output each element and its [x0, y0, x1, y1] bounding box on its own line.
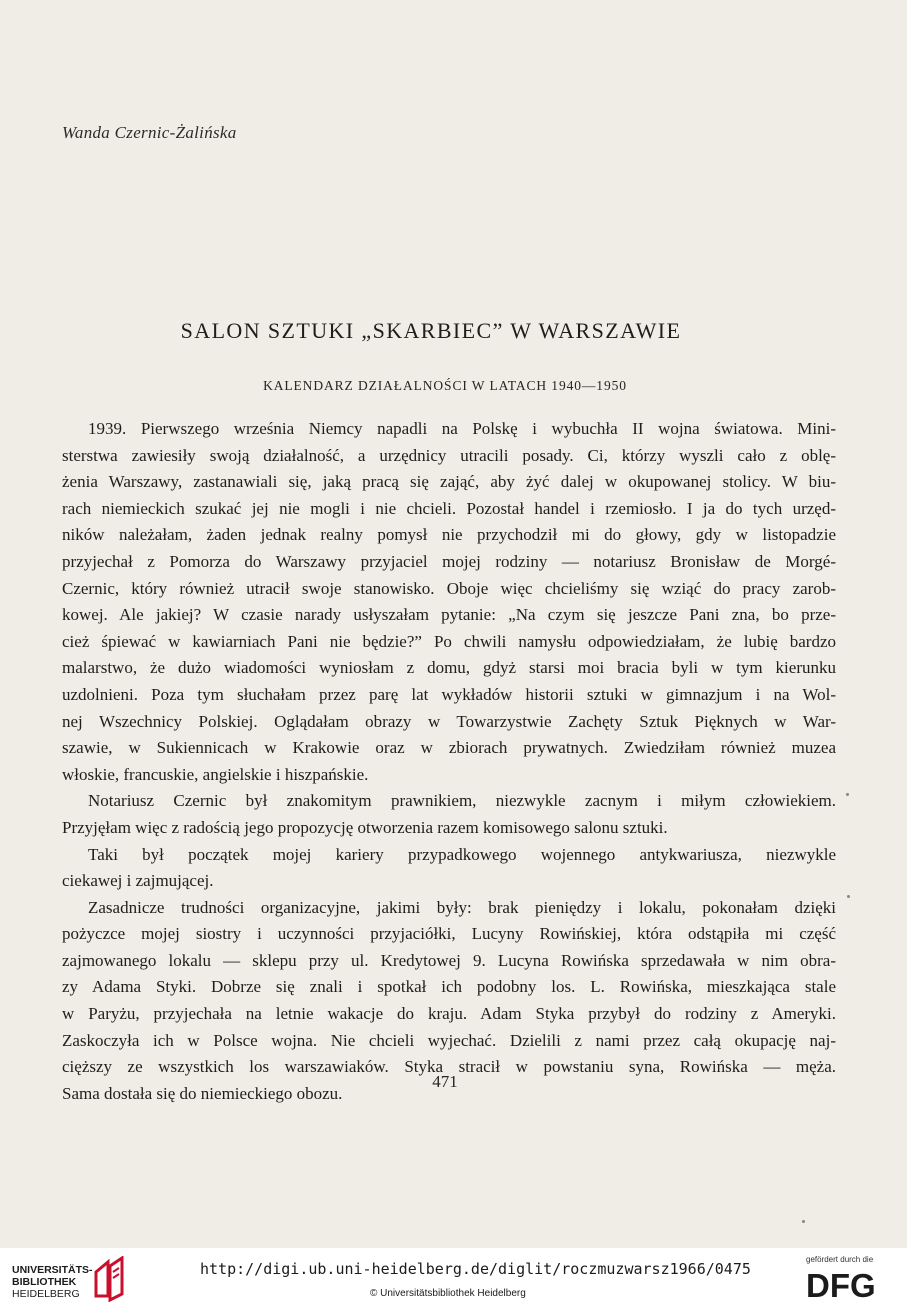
text-line: sterstwa zawiesiły swoją działalność, a urzędnicy utracili posady. Ci, którzy wyszli cało z oblę- — [62, 445, 836, 465]
text-line: Sama dostała się do niemieckiego obozu. — [62, 1083, 343, 1103]
text-line: szawie, w Sukiennicach w Krakowie oraz w zbiorach prywatnych. Zwiedziłam również muzea — [62, 738, 836, 758]
library-logo-icon — [92, 1256, 126, 1302]
dfg-logo-text: DFG — [806, 1268, 876, 1300]
text-line: w Paryżu, przyjechała na letnie wakacje do kraju. Adam Styka przybył do rodziny z Ameryki. — [62, 1004, 836, 1024]
text-line: zy Adama Styki. Dobrze się znali i spotkał ich podobny los. L. Rowińska, mieszkająca stale — [62, 977, 836, 997]
text-line: nej Wszechnicy Polskiej. Oglądałam obrazy w Towarzystwie Zachęty Sztuk Pięknych w War- — [62, 711, 836, 731]
article-title: SALON SZTUKI „SKARBIEC” W WARSZAWIE — [180, 318, 682, 343]
text-line: zajmowanego lokalu — sklepu przy ul. Kredytowej 9. Lucyna Rowińska sprzedawała w nim obra- — [62, 950, 836, 970]
library-name-line: BIBLIOTHEK — [12, 1276, 77, 1288]
paper-speck — [847, 895, 850, 898]
text-line: Zaskoczyła ich w Polsce wojna. Nie chcieli wyjechać. Dzielili z nami przez całą okupację naj- — [62, 1030, 836, 1050]
article-subtitle: KALENDARZ DZIAŁALNOŚCI W LATACH 1940—1950 — [263, 378, 627, 393]
page-number: 471 — [432, 1072, 458, 1091]
text-line: Notariusz Czernic był znakomitym prawnikiem, niezwykle zacnym i miłym człowiekiem. — [88, 791, 836, 811]
author-name: Wanda Czernic-Żalińska — [62, 123, 237, 142]
text-line: Przyjęłam więc z radością jego propozycję otworzenia razem komisowego salonu sztuki. — [62, 817, 668, 837]
article-body — [62, 416, 836, 1107]
text-line: malarstwo, że dużo wiadomości wyniosłam z domu, gdyż starsi moi bracia byli w tym kierunku — [62, 658, 836, 678]
dfg-logo-icon — [806, 1268, 894, 1300]
library-name-line: HEIDELBERG — [12, 1288, 80, 1300]
permalink-url[interactable]: http://digi.ub.uni-heidelberg.de/diglit/roczmuzwarsz1966/0475 — [200, 1260, 751, 1278]
copyright-notice: © Universitätsbibliothek Heidelberg — [370, 1288, 526, 1299]
text-line: uzdolnieni. Poza tym słuchałam przez parę lat wykładów historii sztuki w gimnazjum i na Wol- — [62, 684, 836, 704]
library-name-line: UNIVERSITÄTS- — [12, 1264, 93, 1276]
text-line: żenia Warszawy, zastanawiali się, jaką pracą się zająć, aby żyć dalej w okupowanej stolicy. W biu- — [62, 472, 836, 492]
paper-speck — [802, 1220, 805, 1223]
text-line: ciekawej i zajmującej. — [62, 871, 214, 891]
paper-speck — [846, 793, 849, 796]
text-line: cież śpiewać w kawiarniach Pani nie będzie?” Po chwili namysłu odpowiedziałam, że lubię bardzo — [62, 631, 836, 651]
text-line: Czernic, który również utracił swoje stanowisko. Oboje więc chcieliśmy się wziąć do pracy zarob- — [62, 578, 836, 598]
text-line: kowej. Ale jakiej? W czasie narady usłyszałam pytanie: „Na czym się jeszcze Pani zna, bo prze- — [62, 605, 836, 625]
text-line: przyjechał z Pomorza do Warszawy przyjaciel mojej rodziny — notariusz Bronisław de Morgé- — [62, 551, 836, 571]
text-line: rach niemieckich szukać jej nie mogli i nie chcieli. Pozostał handel i rzemiosło. I ja do tych urzęd- — [62, 498, 836, 518]
text-line: 1939. Pierwszego września Niemcy napadli na Polskę i wybuchła II wojna światowa. Mini- — [88, 419, 836, 438]
text-line: ników należałam, żaden jednak realny pomysł nie przychodził mi do głowy, gdy w listopadzie — [62, 525, 836, 545]
funding-note: gefördert durch die — [806, 1255, 874, 1264]
text-line: Taki był początek mojej kariery przypadkowego wojennego antykwariusza, niezwykle — [88, 844, 836, 864]
text-line: cięższy ze wszystkich los warszawiaków. Styka stracił w powstaniu syna, Rowińska — męża. — [62, 1057, 836, 1077]
digitization-footer — [0, 1248, 907, 1311]
text-line: pożyczce mojej siostry i uczynności przyjaciółki, Lucyny Rowińskiej, która odstąpiła mi część — [62, 924, 836, 944]
library-name — [12, 1264, 93, 1300]
text-line: Zasadnicze trudności organizacyjne, jakimi były: brak pieniędzy i lokalu, pokonałam dzięki — [88, 897, 836, 917]
text-line: włoskie, francuskie, angielskie i hiszpańskie. — [62, 764, 369, 784]
